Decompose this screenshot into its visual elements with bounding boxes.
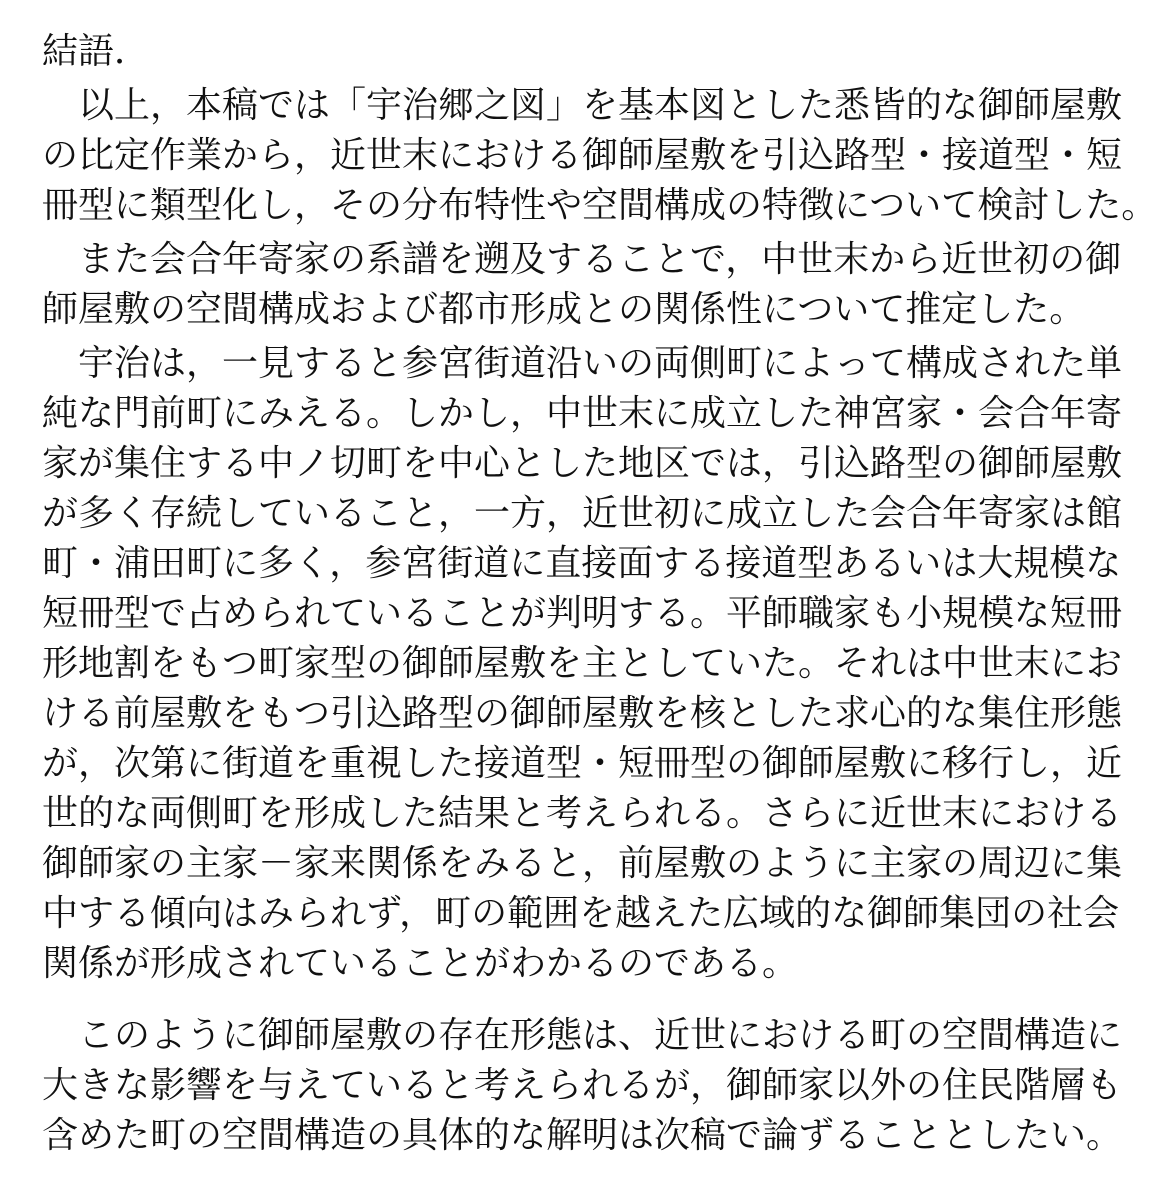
text-line: 短冊型で占められていることが判明する。平師職家も小規模な短冊 <box>42 593 1123 634</box>
text-line: 中する傾向はみられず，町の範囲を越えた広域的な御師集団の社会 <box>42 893 1120 934</box>
text-line: 御師家の主家－家来関係をみると，前屋敷のように主家の周辺に集 <box>42 843 1123 884</box>
text-line: 家が集住する中ノ切町を中心とした地区では，引込路型の御師屋敷 <box>42 443 1123 484</box>
text-line: ける前屋敷をもつ引込路型の御師屋敷を核とした求心的な集住形態 <box>42 693 1123 734</box>
text-line: 形地割をもつ町家型の御師屋敷を主としていた。それは中世末にお <box>42 643 1123 684</box>
text-line: 以上，本稿では「宇治郷之図」を基本図とした悉皆的な御師屋敷 <box>78 85 1123 126</box>
text-line: が多く存続していること，一方，近世初に成立した会合年寄家は館 <box>42 493 1123 534</box>
text-line: 純な門前町にみえる。しかし，中世末に成立した神宮家・会合年寄 <box>42 393 1123 434</box>
section-heading: 結語． <box>42 31 151 72</box>
text-line: 町・浦田町に多く，参宮街道に直接面する接道型あるいは大規模な <box>42 543 1122 584</box>
text-line: 含めた町の空間構造の具体的な解明は次稿で論ずることとしたい。 <box>42 1115 1123 1156</box>
text-line: 宇治は，一見すると参宮街道沿いの両側町によって構成された単 <box>78 343 1123 384</box>
text-line: また会合年寄家の系譜を遡及することで，中世末から近世初の御 <box>78 239 1122 280</box>
text-line: 大きな影響を与えていると考えられるが，御師家以外の住民階層も <box>42 1065 1123 1106</box>
text-line: 冊型に類型化し，その分布特性や空間構成の特徴について検討した。 <box>42 185 1157 226</box>
text-line: このように御師屋敷の存在形態は、近世における町の空間構造に <box>78 1015 1123 1056</box>
text-line: 世的な両側町を形成した結果と考えられる。さらに近世末における <box>42 793 1123 834</box>
text-line: 師屋敷の空間構成および都市形成との関係性について推定した。 <box>42 289 1086 330</box>
text-line: が，次第に街道を重視した接道型・短冊型の御師屋敷に移行し，近 <box>42 743 1123 784</box>
text-line: 関係が形成されていることがわかるのである。 <box>42 943 799 984</box>
text-line: の比定作業から，近世末における御師屋敷を引込路型・接道型・短 <box>42 135 1123 176</box>
